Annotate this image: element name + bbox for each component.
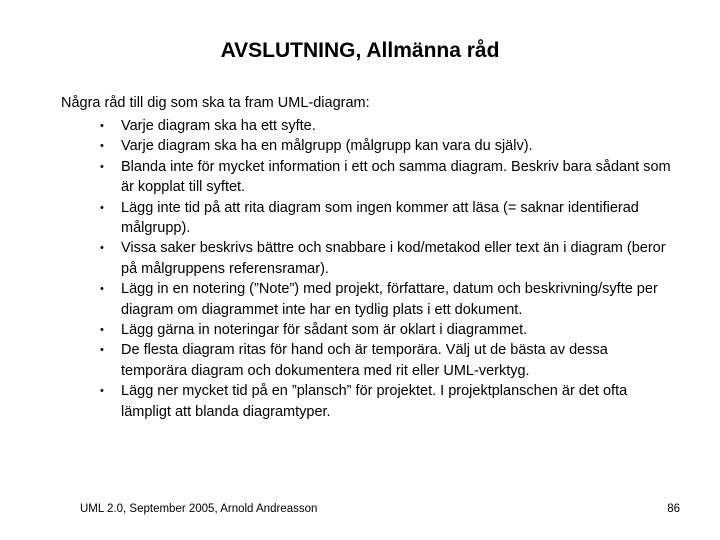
- bullet-text: Lägg ner mycket tid på en ”plansch” för projektet. I projektplanschen är det ofta lämpligt att blanda diagramtyper.: [121, 383, 628, 420]
- bullet-item: [96, 340, 676, 381]
- bullet-item: [96, 157, 676, 198]
- bullet-dot-icon: •: [100, 201, 104, 214]
- bullet-dot-icon: •: [100, 120, 104, 132]
- bullet-dot-icon: •: [100, 344, 104, 357]
- slide-title: AVSLUTNING, Allmänna råd: [220, 39, 500, 62]
- bullet-item: [96, 116, 676, 136]
- bullet-item: [96, 279, 676, 320]
- page-number: 86: [667, 503, 680, 515]
- bullet-item: [96, 320, 676, 340]
- bullet-text: Lägg in en notering (”Note”) med projekt, författare, datum och beskrivning/syfte per diagram om diagrammet inte har en tydlig plats i ett dokument.: [121, 281, 658, 318]
- bullet-dot-icon: •: [100, 385, 104, 398]
- bullet-text: Lägg inte tid på att rita diagram som ingen kommer att läsa (= saknar identifierad målgrupp).: [121, 199, 639, 237]
- bullet-text: Blanda inte för mycket information i ett och samma diagram. Beskriv bara sådant som är kopplat till syftet.: [121, 158, 671, 196]
- bullet-text: Varje diagram ska ha ett syfte.: [121, 118, 316, 134]
- bullet-list: [96, 116, 676, 422]
- bullet-text: Varje diagram ska ha en målgrupp (målgrupp kan vara du själv).: [121, 138, 533, 155]
- bullet-item: [96, 136, 676, 156]
- bullet-dot-icon: •: [100, 324, 104, 337]
- bullet-dot-icon: •: [100, 160, 104, 173]
- intro-text: Några råd till dig som ska ta fram UML-diagram:: [61, 95, 370, 111]
- bullet-item: [96, 198, 676, 239]
- bullet-dot-icon: •: [100, 283, 104, 296]
- bullet-item: [96, 381, 676, 422]
- bullet-text: De flesta diagram ritas för hand och är temporära. Välj ut de bästa av dessa temporära diagram och dokumentera med rit eller UML-verktyg.: [121, 342, 608, 379]
- bullet-dot-icon: •: [100, 140, 104, 153]
- bullet-item: [96, 238, 676, 279]
- bullet-text: Lägg gärna in noteringar för sådant som är oklart i diagrammet.: [121, 322, 528, 339]
- bullet-text: Vissa saker beskrivs bättre och snabbare i kod/metakod eller text än i diagram (beror på målgruppens referensramar).: [121, 240, 666, 277]
- bullet-dot-icon: •: [100, 242, 104, 255]
- footer-credit: UML 2.0, September 2005, Arnold Andreasson: [80, 503, 318, 515]
